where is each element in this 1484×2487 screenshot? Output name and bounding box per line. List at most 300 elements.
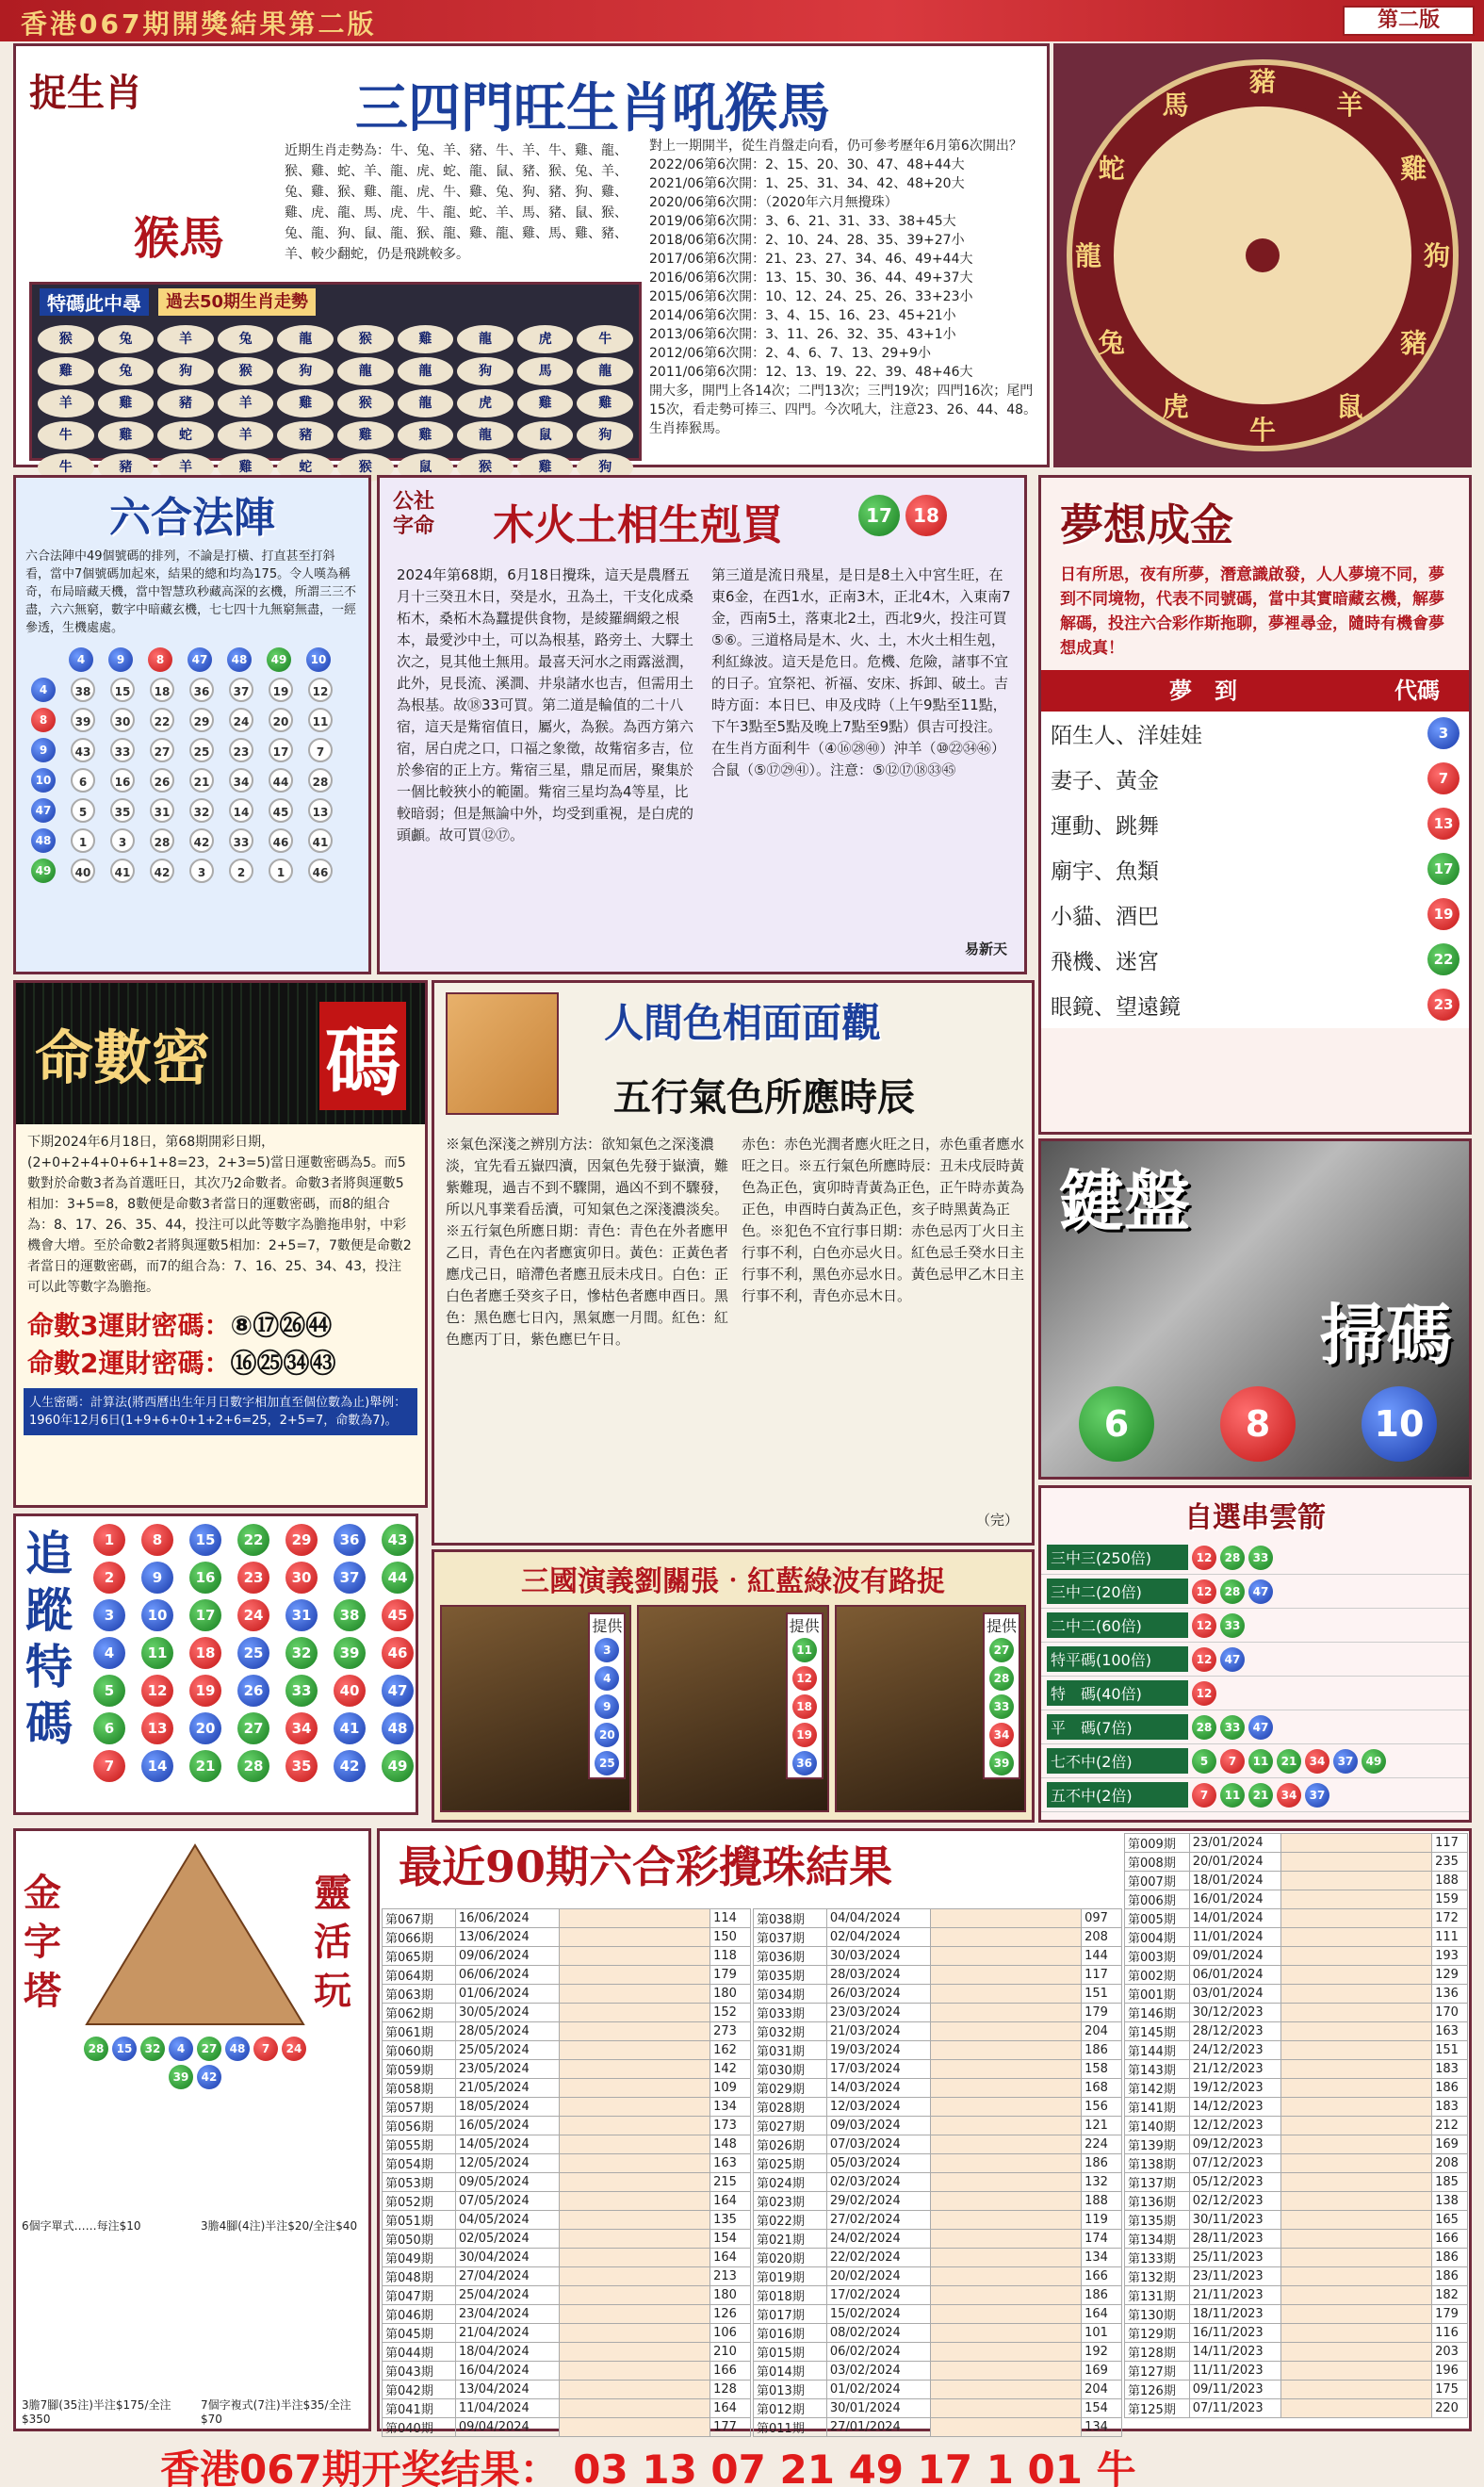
results-row: [754, 1966, 1122, 1985]
track-cell: 6: [93, 1712, 125, 1744]
results-issue: 第144期: [1125, 2041, 1190, 2060]
results-issue: 第066期: [383, 1928, 456, 1947]
liuhe-cell: 35: [110, 798, 135, 823]
results-date: 07/03/2024: [826, 2135, 930, 2154]
results-issue: 第142期: [1125, 2079, 1190, 2098]
fate-code-num: ⑯: [230, 1348, 257, 1379]
track-cell: 49: [382, 1750, 414, 1782]
results-row: [383, 2362, 751, 2381]
results-issue: 第143期: [1125, 2060, 1190, 2079]
trend-cell: 龍: [337, 357, 394, 385]
results-sum: 210: [710, 2343, 751, 2362]
dream-row-code: 22: [1427, 943, 1460, 975]
selfpick-label: 七不中(2倍): [1047, 1748, 1188, 1774]
results-issue: 第007期: [1125, 1872, 1190, 1890]
liuhe-cell: 18: [150, 678, 174, 702]
results-sum: 177: [710, 2418, 751, 2437]
results-sum: 204: [1082, 2381, 1122, 2399]
liuhe-cell: 42: [189, 828, 214, 853]
results-row: [1125, 1909, 1468, 1928]
results-sum: 109: [710, 2079, 751, 2098]
track-cell: 33: [285, 1675, 318, 1707]
track-cell: 45: [382, 1599, 414, 1631]
track-cell: 13: [141, 1712, 173, 1744]
results-balls: [1281, 1853, 1432, 1872]
results-issue: 第016期: [754, 2324, 827, 2343]
liuhe-cell: 3: [189, 859, 214, 883]
results-issue: 第009期: [1125, 1834, 1190, 1853]
track-cell: 7: [93, 1750, 125, 1782]
results-date: 16/04/2024: [455, 2362, 559, 2381]
results-date: 30/04/2024: [455, 2249, 559, 2267]
results-balls: [1281, 1928, 1432, 1947]
results-balls: [1281, 2154, 1432, 2173]
selfpick-section: [1038, 1485, 1472, 1823]
track-cell: 44: [382, 1562, 414, 1594]
results-date: 21/03/2024: [826, 2022, 930, 2041]
dream-row-code: 19: [1427, 898, 1460, 930]
results-date: 08/02/2024: [826, 2324, 930, 2343]
results-row: [754, 2211, 1122, 2230]
trend-box: [29, 282, 642, 475]
liuhe-row: [24, 675, 361, 705]
dream-row: [1041, 757, 1469, 802]
liuhe-cell: 17: [269, 738, 293, 762]
track-cell: 21: [189, 1750, 221, 1782]
results-date: 13/04/2024: [455, 2381, 559, 2399]
selfpick-row: [1041, 1643, 1469, 1677]
track-cell: 5: [93, 1675, 125, 1707]
results-issue: 第032期: [754, 2022, 827, 2041]
results-issue: 第042期: [383, 2381, 456, 2399]
results-row: [754, 2305, 1122, 2324]
results-issue: 第030期: [754, 2060, 827, 2079]
results-balls: [560, 2211, 710, 2230]
fate-code-num: ㊸: [309, 1348, 336, 1379]
results-balls: [560, 2381, 710, 2399]
results-date: 20/01/2024: [1189, 1853, 1280, 1872]
results-sum: 273: [710, 2022, 751, 2041]
face-subtitle: 五行氣色所應時辰: [613, 1075, 915, 1120]
zodiac-wheel: [1053, 43, 1472, 467]
dream-row-text: 運動、跳舞: [1051, 813, 1159, 839]
results-date: 24/12/2023: [1189, 2041, 1280, 2060]
results-balls: [560, 2418, 710, 2437]
results-row: [754, 2418, 1122, 2437]
results-issue: 第136期: [1125, 2192, 1190, 2211]
results-balls: [931, 2173, 1082, 2192]
selfpick-row: [1041, 1710, 1469, 1744]
results-balls: [560, 2117, 710, 2135]
results-date: 11/04/2024: [455, 2399, 559, 2418]
wheel-zodiac-label: 豬: [1400, 327, 1427, 359]
face-left: ※氣色深淺之辨別方法：欲知氣色之深淺濃淡，宜先看五嶽四瀆，因氣色先發于嶽瀆，難紫難現，過吉不到不驟開，過凶不到不驟發，所以凡事業看岳瀆，可知氣色之深淺濃淡矣。※五行氣色所應日期：青色：青色在外者應甲乙日，青色在內者應寅卯日。黃色：正黃色者應戊己日，暗滯色者應丑辰未戌日。白色：正白色者應壬癸亥子日，慘枯色者應申酉日。黑色：黑色應七日內，黑氣應一月間。紅色：紅色應丙丁日，紫色應巳午日。: [446, 1136, 729, 1348]
liuhe-cell: 39: [71, 708, 95, 732]
results-balls: [931, 2022, 1082, 2041]
dream-row-text: 小貓、酒巴: [1051, 904, 1159, 929]
results-sum: 183: [1432, 2098, 1468, 2117]
results-balls: [1281, 1947, 1432, 1966]
track-cell: 29: [285, 1524, 318, 1556]
zodiac-title: 三四門旺生肖吼猴馬: [355, 77, 830, 139]
results-issue: 第023期: [754, 2192, 827, 2211]
track-row: [93, 1562, 414, 1594]
results-date: 14/11/2023: [1189, 2343, 1280, 2362]
sanguo-tip-num: 3: [595, 1638, 619, 1662]
results-balls: [560, 2098, 710, 2117]
results-balls: [1281, 2173, 1432, 2192]
results-sum: 179: [1082, 2004, 1122, 2022]
track-cell: 43: [382, 1524, 414, 1556]
results-balls: [560, 2041, 710, 2060]
results-issue: 第008期: [1125, 1853, 1190, 1872]
track-cell: 25: [237, 1637, 269, 1669]
results-issue: 第132期: [1125, 2267, 1190, 2286]
trend-cell: 牛: [577, 325, 633, 353]
track-cell: 22: [237, 1524, 269, 1556]
results-sum: 166: [1082, 2267, 1122, 2286]
pyramid-num: 7: [253, 2037, 278, 2061]
track-cell: 30: [285, 1562, 318, 1594]
results-date: 12/12/2023: [1189, 2117, 1280, 2135]
track-cell: 26: [237, 1675, 269, 1707]
results-issue: 第048期: [383, 2267, 456, 2286]
trend-cell: 龍: [398, 357, 454, 385]
trend-title: 特碼此中尋: [40, 288, 149, 316]
pyramid-num: 27: [197, 2037, 221, 2061]
results-row: [754, 2399, 1122, 2418]
results-row: [383, 2041, 751, 2060]
selfpick-num: 33: [1220, 1613, 1245, 1638]
trend-cell: 羊: [157, 325, 214, 353]
results-row: [383, 2192, 751, 2211]
results-issue: 第013期: [754, 2381, 827, 2399]
fate-code-title2: 碼: [319, 1002, 406, 1110]
results-date: 09/05/2024: [455, 2173, 559, 2192]
results-row: [383, 2267, 751, 2286]
results-issue: 第139期: [1125, 2135, 1190, 2154]
results-issue: 第054期: [383, 2154, 456, 2173]
results-balls: [931, 2343, 1082, 2362]
trend-cell: 雞: [98, 389, 155, 417]
results-issue: 第126期: [1125, 2381, 1190, 2399]
results-row: [754, 2079, 1122, 2098]
results-balls: [560, 2135, 710, 2154]
track-row: [93, 1599, 414, 1631]
results-row: [754, 1985, 1122, 2004]
zodiac-logo: 捉生肖: [29, 71, 142, 115]
results-row: [383, 2249, 751, 2267]
liuhe-cell: 46: [308, 859, 333, 883]
track-cell: 20: [189, 1712, 221, 1744]
keyboard-nums: [1079, 1386, 1437, 1462]
results-sum: 135: [710, 2211, 751, 2230]
selfpick-label: 五不中(2倍): [1047, 1782, 1188, 1808]
trend-cell: 猴: [337, 453, 394, 482]
results-balls: [560, 2324, 710, 2343]
results-row: [383, 1909, 751, 1928]
fate-code-body: 下期2024年6月18日，第68期開彩日期，(2+0+2+4+0+6+1+8=23，2+3=5)當日運數密碼為5。而5數對於命數3者為首選旺日，其次乃2命數者。命數3者將與運數5相加：3+5=8，8數便是命數3者當日的運數密碼，而8的組合為：8、17、26、35、44，投注可以此等數字為膽拖串射，中彩機會大增。至於命數2者將與運數5相加：2+5=7，7數便是命數2者當日的運數密碼，而7的組合為：7、16、25、34、43，投注可以此等數字為膽拖。: [27, 1135, 412, 1295]
selfpick-row: [1041, 1541, 1469, 1575]
history-line: 2015/06第6次開：10、12、24、25、26、33+23小: [649, 289, 973, 304]
pyramid-num: 15: [112, 2037, 137, 2061]
fate-code-line1: 命數3運財密碼：: [27, 1310, 231, 1341]
results-balls: [1281, 2192, 1432, 2211]
trend-grid: [32, 319, 639, 487]
results-date: 28/11/2023: [1189, 2230, 1280, 2249]
pyramid-title-right: 靈活玩: [314, 1871, 351, 2013]
results-sum: 196: [1432, 2362, 1468, 2381]
face-right: 赤色：赤色光潤者應火旺之日，赤色重者應水旺之日。※五行氣色所應時辰：丑未戌辰時黃色為正色，寅卯時青黃為正色，正午時赤黃為正色，申酉時白黃為正色，亥子時黑黃為正色。※犯色不宜行事日期：赤色忌丙丁火日主行事不利，白色亦忌火日。紅色忌壬癸水日主行事不利，黑色亦忌水日。黃色忌甲乙木日主行事不利，青色亦忌木日。: [742, 1136, 1025, 1304]
track-cell: 3: [93, 1599, 125, 1631]
results-date: 03/01/2024: [1189, 1985, 1280, 2004]
selfpick-num: 34: [1277, 1783, 1301, 1808]
results-sum: 166: [710, 2362, 751, 2381]
trend-cell: 雞: [337, 421, 394, 450]
results-sum: 163: [1432, 2022, 1468, 2041]
results-issue: 第057期: [383, 2098, 456, 2117]
results-date: 23/03/2024: [826, 2004, 930, 2022]
trend-cell: 羊: [218, 421, 274, 450]
results-row: [754, 2230, 1122, 2249]
liuhe-cell: 1: [269, 859, 293, 883]
results-balls: [931, 1985, 1082, 2004]
results-date: 30/01/2024: [826, 2399, 930, 2418]
results-row: [383, 2211, 751, 2230]
fate-code-num: ㉖: [279, 1310, 306, 1341]
results-date: 29/02/2024: [826, 2192, 930, 2211]
liuhe-cell: 36: [189, 678, 214, 702]
liuhe-row: [24, 826, 361, 856]
wheel-zodiac-label: 蛇: [1098, 153, 1125, 185]
history-line: 2019/06第6次開：3、6、21、31、33、38+45大: [649, 214, 956, 229]
results-date: 09/06/2024: [455, 1947, 559, 1966]
results-issue: 第063期: [383, 1985, 456, 2004]
results-sum: 180: [710, 1985, 751, 2004]
track-cell: 28: [237, 1750, 269, 1782]
results-row: [383, 2135, 751, 2154]
liuhe-cell: 33: [229, 828, 253, 853]
banner-title: 香港067期開獎結果第二版: [21, 8, 377, 40]
results-balls: [931, 2154, 1082, 2173]
liuhe-cell: 29: [189, 708, 214, 732]
results-issue: 第060期: [383, 2041, 456, 2060]
results-date: 27/02/2024: [826, 2211, 930, 2230]
track-cell: 40: [334, 1675, 366, 1707]
results-date: 23/04/2024: [455, 2305, 559, 2324]
results-balls: [560, 2192, 710, 2211]
results-balls: [1281, 2079, 1432, 2098]
dream-row-text: 飛機、迷宮: [1051, 949, 1159, 974]
keyboard-section: [1038, 1138, 1472, 1480]
results-date: 02/04/2024: [826, 1928, 930, 1947]
sanguo-tip-num: 39: [989, 1751, 1014, 1775]
results-row: [1125, 2135, 1468, 2154]
history-line: 2017/06第6次開：21、23、27、34、46、49+44大: [649, 252, 973, 267]
results-balls: [931, 2079, 1082, 2098]
liuhe-row: [24, 705, 361, 735]
results-issue: 第005期: [1125, 1909, 1190, 1928]
results-issue: 第067期: [383, 1909, 456, 1928]
results-row: [754, 2192, 1122, 2211]
liuhe-title: 六合法陣: [109, 494, 275, 542]
results-row: [754, 1909, 1122, 1928]
results-issue: 第026期: [754, 2135, 827, 2154]
liuhe-cell: 42: [150, 859, 174, 883]
trend-cell: 雞: [218, 453, 274, 482]
trend-cell: 虎: [457, 389, 514, 417]
results-sum: 186: [1082, 2154, 1122, 2173]
liuhe-cell: 15: [110, 678, 135, 702]
fate-code-line2-nums: [230, 1348, 335, 1379]
trend-cell: 猴: [337, 325, 394, 353]
results-sum: 144: [1082, 1947, 1122, 1966]
dream-row-text: 眼鏡、望遠鏡: [1051, 994, 1181, 1020]
results-row: [754, 2154, 1122, 2173]
fate-nums: [858, 495, 947, 536]
trend-cell: 龍: [457, 421, 514, 450]
sanguo-tip: [588, 1612, 626, 1779]
results-balls: [560, 2022, 710, 2041]
results-date: 09/03/2024: [826, 2117, 930, 2135]
results-sum: 169: [1082, 2362, 1122, 2381]
sanguo-tip-num: 12: [792, 1666, 817, 1691]
results-date: 12/03/2024: [826, 2098, 930, 2117]
results-date: 09/12/2023: [1189, 2135, 1280, 2154]
results-row: [754, 2041, 1122, 2060]
trend-cell: 狗: [157, 357, 214, 385]
results-issue: 第137期: [1125, 2173, 1190, 2192]
results-issue: 第130期: [1125, 2305, 1190, 2324]
history-footer: 開大多，開門上各14次；二門13次；三門19次；四門16次；尾門15次，看走勢可捧三、四門。今次吼大，注意23、26、44、48。生肖捧猴馬。: [649, 384, 1037, 436]
results-balls: [560, 2399, 710, 2418]
selfpick-row: [1041, 1575, 1469, 1609]
keyboard-num-1: 6: [1079, 1386, 1154, 1462]
results-date: 09/04/2024: [455, 2418, 559, 2437]
trend-cell: 雞: [398, 421, 454, 450]
results-sum: 192: [1082, 2343, 1122, 2362]
results-issue: 第131期: [1125, 2286, 1190, 2305]
pyramid-num: 28: [84, 2037, 108, 2061]
sanguo-tip-label: 提供: [789, 1617, 820, 1635]
sanguo-tip-num: 20: [595, 1723, 619, 1747]
track-row: [93, 1637, 414, 1669]
wheel-zodiac-label: 牛: [1248, 415, 1277, 446]
selfpick-num: 47: [1248, 1715, 1273, 1740]
liuhe-row: [24, 795, 361, 826]
results-date: 12/05/2024: [455, 2154, 559, 2173]
trend-cell: 猴: [218, 357, 274, 385]
results-sum: 220: [1432, 2399, 1468, 2418]
selfpick-num: 49: [1362, 1749, 1386, 1774]
selfpick-num: 28: [1220, 1546, 1245, 1570]
wheel-zodiac-label: 龍: [1074, 240, 1102, 271]
results-date: 16/06/2024: [455, 1909, 559, 1928]
results-row: [1125, 2249, 1468, 2267]
dream-row: [1041, 983, 1469, 1028]
selfpick-label: 二中二(60倍): [1047, 1612, 1188, 1638]
results-col-2: [753, 1908, 1122, 2437]
trend-cell: 龍: [398, 389, 454, 417]
track-cell: 18: [189, 1637, 221, 1669]
results-sum: 117: [1082, 1966, 1122, 1985]
results-date: 04/04/2024: [826, 1909, 930, 1928]
results-date: 30/11/2023: [1189, 2211, 1280, 2230]
results-date: 28/05/2024: [455, 2022, 559, 2041]
results-row: [1125, 1872, 1468, 1890]
results-balls: [931, 2041, 1082, 2060]
results-issue: 第034期: [754, 1985, 827, 2004]
fate-section: [377, 475, 1027, 974]
results-balls: [1281, 2117, 1432, 2135]
sanguo-tip-num: 27: [989, 1638, 1014, 1662]
liuhe-cell: 41: [110, 859, 135, 883]
liuhe-cell: 7: [308, 738, 333, 762]
liuhe-cell: 40: [71, 859, 95, 883]
results-sum: 208: [1432, 2154, 1468, 2173]
results-issue: 第061期: [383, 2022, 456, 2041]
results-row: [754, 2267, 1122, 2286]
results-date: 23/05/2024: [455, 2060, 559, 2079]
results-balls: [560, 1947, 710, 1966]
trend-cell: 雞: [577, 389, 633, 417]
results-sum: 154: [1082, 2399, 1122, 2418]
history-list: [649, 155, 1045, 382]
results-row: [1125, 1947, 1468, 1966]
track-cell: 15: [189, 1524, 221, 1556]
dream-row-code: 13: [1427, 808, 1460, 840]
results-row: [754, 2324, 1122, 2343]
results-sum: 150: [710, 1928, 751, 1947]
results-balls: [560, 2230, 710, 2249]
results-balls: [560, 1985, 710, 2004]
liuhe-cell: 3: [110, 828, 135, 853]
results-sum: 215: [710, 2173, 751, 2192]
results-balls: [1281, 1834, 1432, 1853]
trend-cell: 羊: [157, 453, 214, 482]
track-cell: 48: [382, 1712, 414, 1744]
results-sum: 152: [710, 2004, 751, 2022]
results-issue: 第052期: [383, 2192, 456, 2211]
pyramid-num: 4: [169, 2037, 193, 2061]
history-line: 2012/06第6次開：2、4、6、7、13、29+9小: [649, 346, 931, 361]
results-date: 06/06/2024: [455, 1966, 559, 1985]
fate-num-1: 17: [858, 495, 900, 536]
liuhe-cell: 31: [150, 798, 174, 823]
track-title: 追蹤特碼: [25, 1526, 73, 1751]
fate-code-section: [13, 980, 428, 1508]
fate-col-2: 第三道是流日飛星，是日是8土入中宮生旺，在東6金，在西1水，正南3木，正北4木，入東南7金，西南5土，落東北2土，西北9火，投注可買⑤⑥。三道格局是木、火、土，木火土相生剋，利紅綠波。這天是危日。危機、危險，諸事不宜的日子。宜祭祀、祈福、安床、拆卸、破土。吉時方面：本日巳、申及戌時（上午9點至11點，下午3點至5點及晚上7點至9點）俱吉可投注。在生肖方面利牛（④⑯㉘㊵）沖羊（⑩㉒㉞㊻）合鼠（⑤⑰㉙㊶）。注意：⑤⑫⑰⑱㉝㊺: [711, 566, 1011, 778]
liuhe-cell: 22: [150, 708, 174, 732]
results-row: [1125, 2041, 1468, 2060]
liuhe-cell: 12: [308, 678, 333, 702]
results-row: [1125, 2286, 1468, 2305]
sanguo-tip-num: 34: [989, 1723, 1014, 1747]
results-row: [754, 2022, 1122, 2041]
results-sum: 148: [710, 2135, 751, 2154]
results-date: 16/11/2023: [1189, 2324, 1280, 2343]
selfpick-num: 12: [1192, 1546, 1216, 1570]
results-sum: 121: [1082, 2117, 1122, 2135]
liuhe-cell: 30: [110, 708, 135, 732]
results-balls: [931, 2004, 1082, 2022]
trend-cell: 狗: [277, 357, 334, 385]
results-col-3: [1124, 1833, 1468, 2418]
results-sum: 134: [1082, 2418, 1122, 2437]
results-sum: 186: [1432, 2249, 1468, 2267]
results-balls: [931, 2305, 1082, 2324]
results-balls: [931, 1928, 1082, 1947]
